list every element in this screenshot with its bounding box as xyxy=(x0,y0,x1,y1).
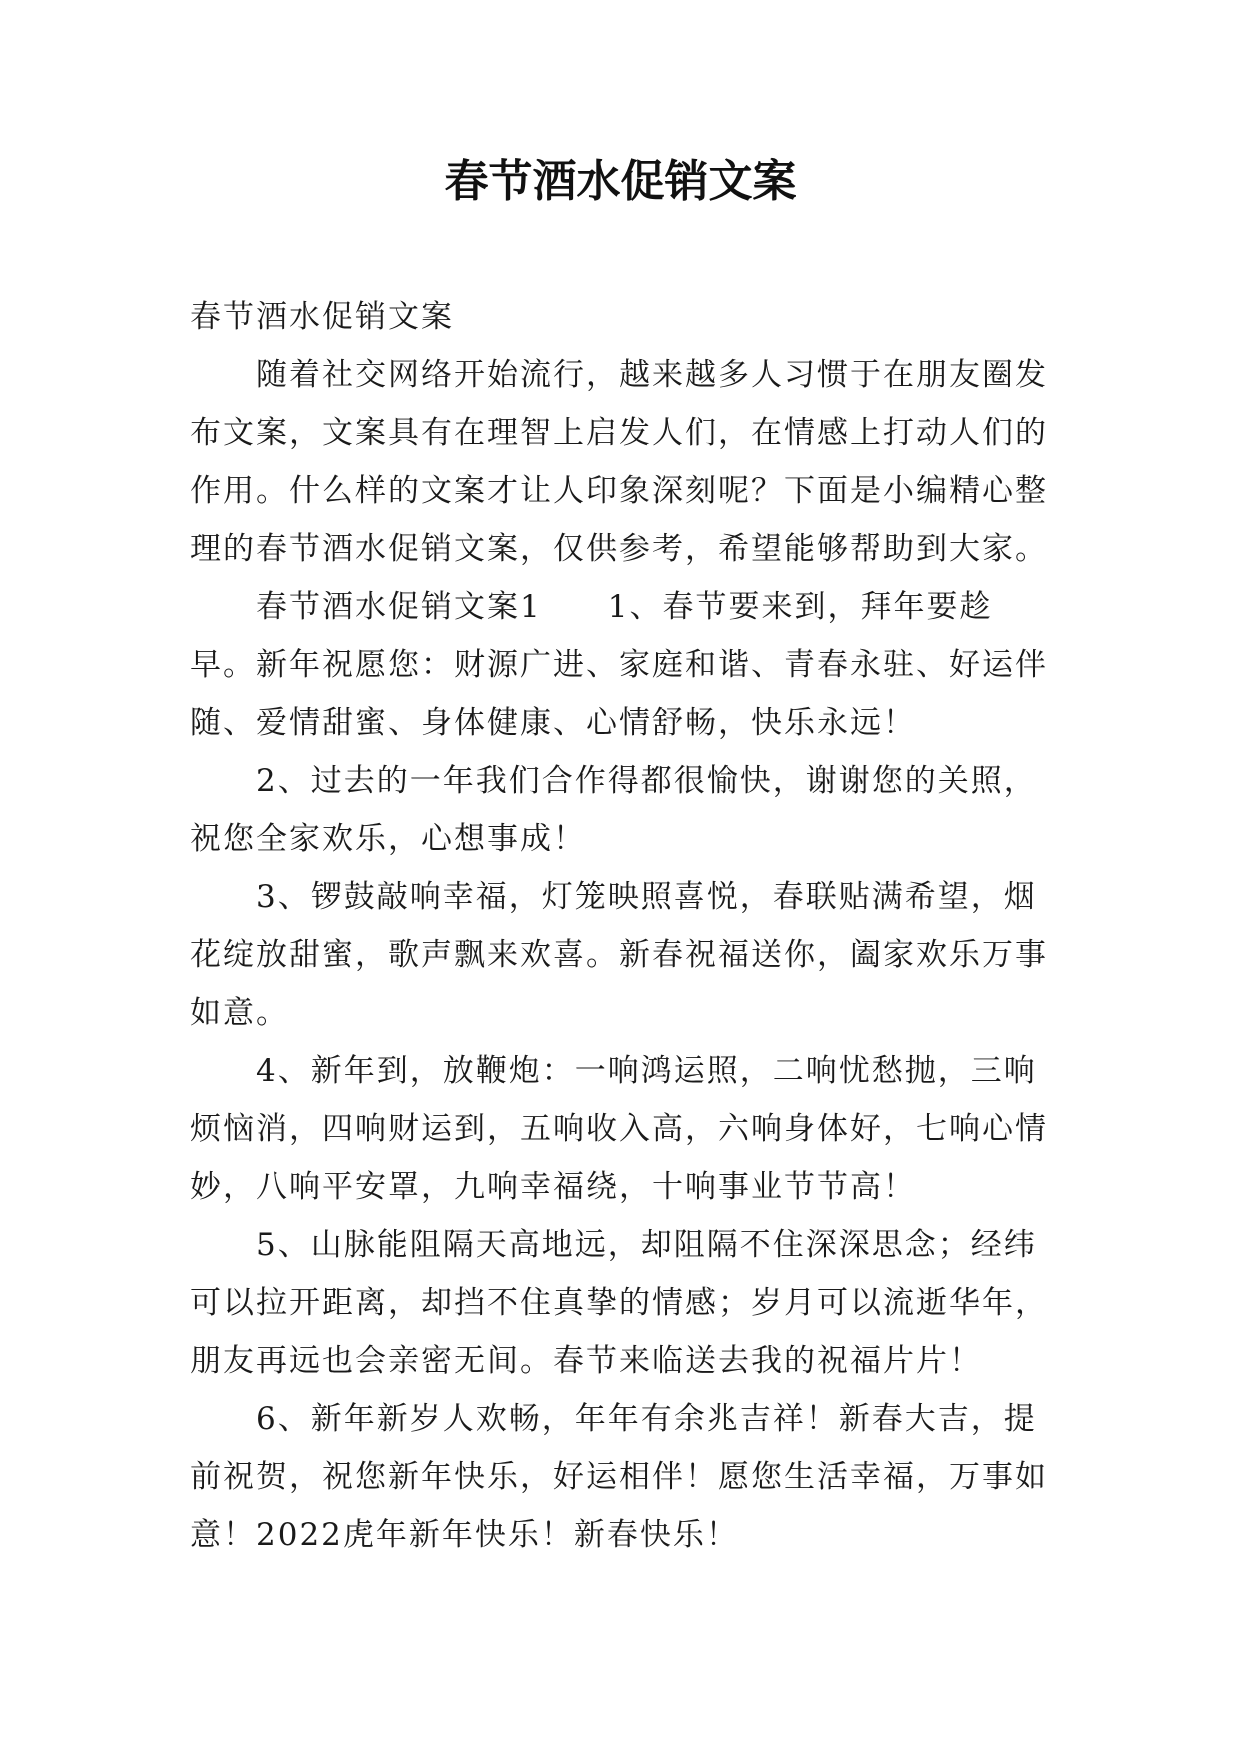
paragraph-item-4: 4、新年到，放鞭炮：一响鸿运照，二响忧愁抛，三响烦恼消，四响财运到，五响收入高，六响身体好，七响心情妙，八响平安罩，九响幸福绕，十响事业节节高！ xyxy=(190,1053,1048,1205)
paragraph-intro: 随着社交网络开始流行，越来越多人习惯于在朋友圈发布文案，文案具有在理智上启发人们，在情感上打动人们的作用。什么样的文案才让人印象深刻呢？下面是小编精心整理的春节酒水促销文案，仅供参考，希望能够帮助到大家。 xyxy=(190,357,1048,567)
paragraph-item-2: 2、过去的一年我们合作得都很愉快，谢谢您的关照，祝您全家欢乐，心想事成！ xyxy=(190,763,1037,857)
paragraph-item-6: 6、新年新岁人欢畅，年年有余兆吉祥！新春大吉，提前祝贺，祝您新年快乐，好运相伴！愿您生活幸福，万事如意！2022虎年新年快乐！新春快乐！ xyxy=(190,1401,1048,1553)
document-title: 春节酒水促销文案 xyxy=(444,156,797,207)
document-subtitle: 春节酒水促销文案 xyxy=(190,299,454,335)
paragraph-item-3: 3、锣鼓敲响幸福，灯笼映照喜悦，春联贴满希望，烟花绽放甜蜜，歌声飘来欢喜。新春祝福送你，阖家欢乐万事如意。 xyxy=(190,879,1048,1031)
paragraph-item-1: 春节酒水促销文案1 1、春节要来到，拜年要趁早。新年祝愿您：财源广进、家庭和谐、青春永驻、好运伴随、爱情甜蜜、身体健康、心情舒畅，快乐永远！ xyxy=(190,589,1048,741)
paragraph-item-5: 5、山脉能阻隔天高地远，却阻隔不住深深思念；经纬可以拉开距离，却挡不住真挚的情感；岁月可以流逝华年，朋友再远也会亲密无间。春节来临送去我的祝福片片！ xyxy=(190,1227,1048,1379)
document-body xyxy=(190,288,1054,1564)
